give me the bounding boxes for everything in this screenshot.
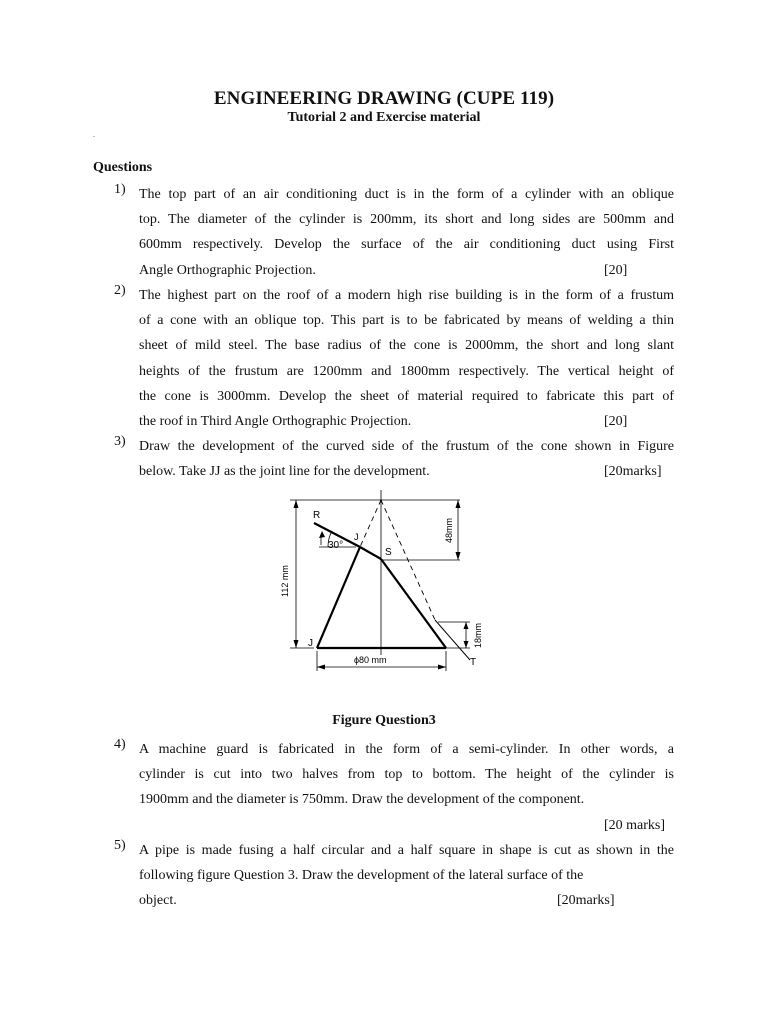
question-number: 2) [114,283,126,298]
hidden-line-left [360,500,381,547]
label-s: S [385,547,392,558]
question-number: 3) [114,434,126,449]
question-line: A machine guard is fabricated in the form of a semi-cylinder. In other words, a [139,742,674,757]
arrow-head [294,500,299,508]
question-line: A pipe is made fusing a half circular and a half square in shape is cut as shown in the [139,843,674,858]
arrow-head [464,641,469,648]
angle-arrow [319,531,325,538]
label-height-total: 112 mm [280,565,290,597]
question-text [139,838,674,914]
question-line: sheet of mild steel. The base radius of the cone is 2000mm, the short and long slant [139,338,674,354]
question-number: 1) [114,182,126,197]
figure-caption: Figure Question3 [332,713,436,728]
arrow-head [317,665,325,670]
question-line [139,459,674,484]
question-text [139,182,674,283]
question-marks: [20 marks] [604,817,666,833]
arrow-head [438,665,446,670]
label-height-bottom: 18mm [473,622,483,648]
question-text [139,434,674,484]
label-diameter: ϕ80 mm [354,655,387,665]
oblique-top-upper [360,547,381,559]
question-line: top. The diameter of the cylinder is 200mm, its short and long sides are 500mm and [139,212,674,228]
figure-question3 [270,485,500,685]
question-line [139,813,674,838]
label-height-apex: 48mm [444,517,454,543]
question-line: 1900mm and the diameter is 750mm. Draw the development of the component. [139,792,585,808]
label-j-top: J [354,532,359,542]
question-marks: [20] [604,262,628,278]
label-t: T [470,657,477,668]
arrow-head [294,640,299,648]
arrow-head [456,500,461,508]
question-line-text: object. [139,893,177,909]
question-line [139,258,674,283]
question-line: The highest part on the roof of a modern high rise building is in the form of a frustum [139,288,674,303]
arrow-head [456,552,461,560]
question-text [139,283,674,434]
label-angle: 30° [328,540,344,551]
question-number: 5) [114,838,126,853]
question-line: the cone is 3000mm. Develop the sheet of material required to fabricate this part of [139,388,674,404]
question-marks: [20marks] [557,893,615,909]
question-line [139,888,674,913]
document-title: ENGINEERING DRAWING (CUPE 119) [213,88,555,109]
questions-heading: Questions [93,160,153,175]
document-subtitle: Tutorial 2 and Exercise material [287,110,481,125]
question-line: The top part of an air conditioning duct is in the form of a cylinder with an oblique [139,187,674,202]
question-line-text: below. Take JJ as the joint line for the development. [139,464,430,480]
question-line: following figure Question 3. Draw the development of the lateral surface of the [139,868,584,884]
question-line [139,409,674,434]
question-marks: [20] [604,413,628,429]
left-slant-edge [317,547,360,648]
question-line: cylinder is cut into two halves from top to bottom. The height of the cylinder is [139,767,674,783]
stray-dot: . [93,130,95,139]
question-line: heights of the frustum are 1200mm and 1800mm respectively. The vertical height of [139,363,674,379]
arrow-head [464,622,469,629]
question-number: 4) [114,737,126,752]
right-slant-edge [381,559,446,648]
question-line-text: the roof in Third Angle Orthographic Projection. [139,413,412,429]
question-line-text: Angle Orthographic Projection. [139,262,316,278]
label-j-bottom: J [308,638,313,649]
question-line: of a cone with an oblique top. This part is to be fabricated by means of welding a thin [139,313,674,329]
label-r: R [313,510,321,521]
question-line: 600mm respectively. Develop the surface of the air conditioning duct using First [139,237,674,253]
question-text [139,737,674,838]
question-line: Draw the development of the curved side of the frustum of the cone shown in Figure [139,439,674,454]
question-marks: [20marks] [604,464,662,480]
